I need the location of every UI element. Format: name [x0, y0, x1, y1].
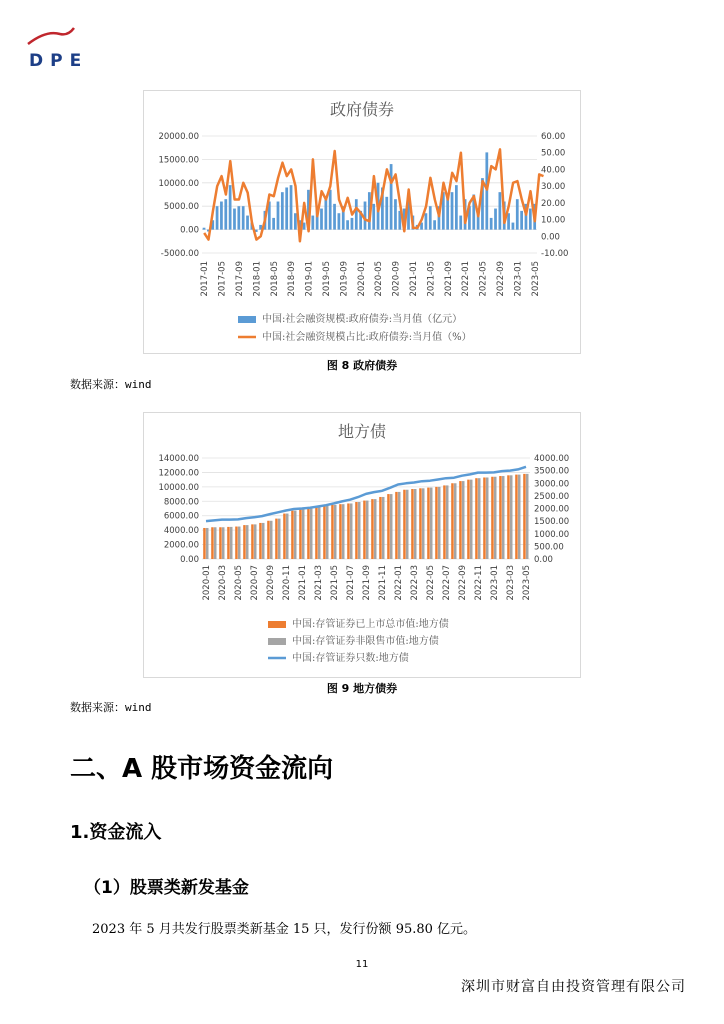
bar: [406, 490, 409, 559]
bar: [272, 218, 275, 230]
page-number: 11: [355, 959, 369, 970]
bar: [491, 477, 494, 559]
legend-label: 中国:存管证券已上市总市值:地方债: [292, 619, 449, 630]
y-tick-left: 0.00: [180, 555, 199, 565]
bar: [529, 209, 532, 230]
bar: [286, 514, 289, 559]
bar: [363, 501, 366, 559]
x-tick-label: 2020-01: [356, 261, 367, 297]
bar: [326, 506, 329, 559]
bar: [281, 192, 284, 229]
bar: [374, 499, 377, 559]
bar: [230, 527, 233, 559]
bar: [334, 505, 337, 559]
chart-government-bonds-svg: [144, 91, 580, 353]
bar: [283, 514, 286, 559]
bar: [220, 202, 223, 230]
x-tick-label: 2021-05: [426, 261, 437, 297]
x-tick-label: 2022-09: [496, 261, 507, 297]
bar: [290, 185, 293, 229]
x-tick-label: 2021-01: [298, 565, 308, 601]
x-tick-label: 2023-03: [506, 565, 516, 601]
bar: [285, 187, 288, 229]
bar: [294, 213, 297, 229]
bar: [237, 206, 240, 229]
y-tick-left: 5000.00: [163, 202, 199, 213]
x-tick-label: 2022-05: [426, 565, 436, 601]
bar: [275, 519, 278, 559]
bar: [246, 525, 249, 559]
bar: [246, 216, 249, 230]
bar: [483, 477, 486, 559]
y-tick-left: 14000.00: [158, 454, 199, 464]
bar: [451, 483, 454, 559]
y-tick-left: 2000.00: [163, 540, 199, 551]
bar: [520, 211, 523, 230]
y-tick-right: 500.00: [534, 542, 564, 553]
x-tick-label: 2022-07: [442, 565, 452, 601]
bar: [443, 485, 446, 559]
bar: [371, 499, 374, 559]
x-tick-label: 2021-09: [443, 261, 454, 297]
y-tick-left: 10000.00: [158, 178, 199, 189]
bar: [446, 197, 449, 230]
y-tick-right: 30.00: [541, 182, 566, 193]
bar: [324, 197, 327, 230]
bar: [299, 509, 302, 559]
x-tick-label: 2021-03: [314, 565, 324, 601]
y-tick-right: 3000.00: [534, 479, 570, 490]
bar: [419, 488, 422, 559]
y-tick-right: 1000.00: [534, 529, 570, 540]
bar: [394, 199, 397, 229]
y-tick-right: 40.00: [541, 165, 566, 176]
bar: [507, 475, 510, 559]
body-paragraph: 2023 年 5 月共发行股票类新基金 15 只，发行份额 95.80 亿元。: [92, 922, 477, 937]
bar: [351, 218, 354, 230]
bar: [278, 519, 281, 559]
x-tick-label: 2022-11: [474, 565, 484, 601]
bar: [350, 503, 353, 559]
subsection-heading: 1.资金流入: [70, 822, 162, 843]
bar: [251, 524, 254, 559]
legend-swatch: [268, 621, 286, 628]
bar: [494, 209, 497, 230]
bar: [512, 223, 515, 230]
x-tick-label: 2023-05: [530, 261, 541, 297]
bar: [516, 199, 519, 229]
x-tick-label: 2018-01: [252, 261, 263, 297]
bar: [459, 216, 462, 230]
y-tick-right: 3500.00: [534, 466, 570, 477]
bar: [515, 475, 518, 559]
bar: [382, 497, 385, 559]
x-tick-label: 2022-05: [478, 261, 489, 297]
legend-swatch: [238, 316, 256, 323]
y-tick-left: 6000.00: [163, 511, 199, 522]
x-tick-label: 2017-01: [200, 261, 211, 297]
figure-9-source: 数据来源：wind: [70, 701, 152, 714]
footer-company: 深圳市财富自由投资管理有限公司: [461, 979, 686, 995]
x-tick-label: 2020-11: [282, 565, 292, 601]
y-tick-right: 0.00: [541, 232, 560, 243]
legend-swatch: [268, 638, 286, 645]
x-tick-label: 2022-01: [394, 565, 404, 601]
bar: [291, 511, 294, 559]
y-tick-right: 50.00: [541, 148, 566, 159]
x-tick-label: 2021-09: [362, 565, 372, 601]
chart-title: 地方债: [337, 422, 387, 441]
bar: [243, 525, 246, 559]
y-tick-right: 0.00: [534, 555, 553, 565]
bar: [507, 213, 510, 229]
bar: [498, 192, 501, 229]
bar: [494, 477, 497, 559]
x-tick-label: 2020-09: [391, 261, 402, 297]
legend-label: 中国:社会融资规模:政府债券:当月值（亿元）: [262, 314, 463, 325]
bar: [315, 506, 318, 559]
x-tick-label: 2021-11: [378, 565, 388, 601]
bar: [510, 475, 513, 559]
x-tick-label: 2019-05: [321, 261, 332, 297]
subsubsection-heading: （1）股票类新发基金: [84, 878, 249, 898]
bar: [372, 204, 375, 230]
legend-label: 中国:社会融资规模占比:政府债券:当月值（%）: [262, 332, 472, 343]
y-tick-left: 10000.00: [158, 482, 199, 493]
x-tick-label: 2019-09: [339, 261, 350, 297]
bar: [470, 480, 473, 559]
y-tick-right: -10.00: [541, 249, 569, 259]
bar: [475, 478, 478, 559]
bar: [211, 527, 214, 559]
bar: [203, 228, 206, 230]
bar: [387, 494, 390, 559]
bar: [222, 527, 225, 559]
bar: [224, 199, 227, 229]
bar: [320, 209, 323, 230]
bar: [254, 524, 257, 559]
x-tick-label: 2022-03: [410, 565, 420, 601]
bar: [398, 492, 401, 559]
figure-9-caption: 图 9 地方债券: [326, 682, 398, 695]
logo-text: DPE: [29, 51, 89, 71]
x-tick-label: 2020-05: [234, 565, 244, 601]
bar: [366, 501, 369, 559]
x-tick-label: 2019-01: [304, 261, 315, 297]
bar: [355, 502, 358, 559]
x-tick-label: 2017-05: [217, 261, 228, 297]
figure-8-caption: 图 8 政府债券: [326, 359, 398, 372]
bar: [227, 527, 230, 559]
bar: [385, 197, 388, 230]
bar: [311, 216, 314, 230]
bar: [310, 508, 313, 559]
bar: [422, 488, 425, 559]
bar: [430, 488, 433, 559]
section-heading: 二、A 股市场资金流向: [70, 754, 334, 784]
y-tick-right: 60.00: [541, 132, 566, 142]
bar: [318, 506, 321, 559]
bar: [425, 213, 428, 229]
legend-label: 中国:存管证券只数:地方债: [292, 653, 409, 664]
bar: [499, 476, 502, 559]
bar: [403, 490, 406, 559]
y-tick-left: 15000.00: [158, 155, 199, 166]
bar: [433, 220, 436, 229]
bar: [342, 504, 345, 559]
bar: [229, 185, 232, 229]
x-tick-label: 2020-01: [202, 565, 212, 601]
y-tick-right: 2500.00: [534, 491, 570, 502]
bar: [233, 209, 236, 230]
bar: [358, 502, 361, 559]
chart-local-bonds-svg: [144, 413, 580, 677]
bar: [446, 485, 449, 559]
bar: [270, 521, 273, 559]
bar: [486, 477, 489, 559]
company-logo: [26, 22, 106, 70]
y-tick-left: 4000.00: [163, 526, 199, 537]
legend-label: 中国:存管证券非限售市值:地方债: [292, 636, 439, 647]
bar: [346, 220, 349, 229]
bar: [485, 152, 488, 229]
y-tick-left: 12000.00: [158, 468, 199, 479]
bar: [390, 164, 393, 230]
bar: [414, 489, 417, 559]
bar: [438, 487, 441, 559]
bar: [333, 204, 336, 230]
bar: [459, 481, 462, 559]
y-tick-left: -5000.00: [160, 249, 199, 259]
logo-swoosh-icon: [26, 22, 106, 52]
bar: [390, 494, 393, 559]
x-tick-label: 2023-05: [522, 565, 532, 601]
chart-title: 政府债券: [329, 100, 395, 119]
bar: [331, 505, 334, 559]
bar: [267, 521, 270, 559]
bar: [462, 481, 465, 559]
bar: [307, 508, 310, 559]
bar: [355, 199, 358, 229]
y-tick-right: 4000.00: [534, 454, 570, 464]
y-tick-right: 10.00: [541, 215, 566, 226]
bar: [235, 527, 238, 559]
bar: [339, 504, 342, 559]
bar: [502, 476, 505, 559]
y-tick-right: 20.00: [541, 198, 566, 209]
y-tick-left: 20000.00: [158, 132, 199, 142]
x-tick-label: 2018-09: [287, 261, 298, 297]
bar: [262, 523, 265, 559]
y-tick-left: 8000.00: [163, 497, 199, 508]
x-tick-label: 2023-01: [490, 565, 500, 601]
x-tick-label: 2020-03: [218, 565, 228, 601]
bar: [523, 474, 526, 559]
bar: [277, 202, 280, 230]
bar: [379, 497, 382, 559]
bar: [455, 185, 458, 229]
bar: [206, 528, 209, 559]
x-tick-label: 2021-07: [346, 565, 356, 601]
chart-local-bonds: [143, 412, 581, 678]
bar: [216, 206, 219, 229]
bar: [214, 527, 217, 559]
bar: [219, 527, 222, 559]
bar: [518, 475, 521, 559]
figure-8-source: 数据来源：wind: [70, 378, 152, 391]
bar: [395, 492, 398, 559]
bar: [203, 528, 206, 559]
bar: [467, 480, 470, 559]
x-tick-label: 2017-09: [234, 261, 245, 297]
bar: [259, 523, 262, 559]
y-tick-right: 1500.00: [534, 517, 570, 528]
bar: [242, 206, 245, 229]
y-tick-right: 2000.00: [534, 504, 570, 515]
chart-government-bonds: [143, 90, 581, 354]
x-tick-label: 2021-05: [330, 565, 340, 601]
bar: [238, 527, 241, 559]
bar: [478, 478, 481, 559]
bar: [427, 488, 430, 559]
x-tick-label: 2020-05: [374, 261, 385, 297]
bar: [435, 487, 438, 559]
bar: [454, 483, 457, 559]
bar: [329, 190, 332, 230]
x-tick-label: 2020-07: [250, 565, 260, 601]
bar: [451, 192, 454, 229]
bar: [411, 489, 414, 559]
bar: [294, 511, 297, 559]
bar: [490, 218, 493, 230]
bar: [429, 206, 432, 229]
bar: [364, 202, 367, 230]
x-tick-label: 2022-09: [458, 565, 468, 601]
x-tick-label: 2023-01: [513, 261, 524, 297]
bar: [338, 213, 341, 229]
x-tick-label: 2020-09: [266, 565, 276, 601]
bar: [302, 509, 305, 559]
y-tick-left: 0.00: [180, 225, 199, 236]
bar: [526, 474, 529, 559]
x-tick-label: 2018-05: [269, 261, 280, 297]
bar: [323, 506, 326, 559]
bar: [347, 503, 350, 559]
x-tick-label: 2021-01: [409, 261, 420, 297]
x-tick-label: 2022-01: [461, 261, 472, 297]
